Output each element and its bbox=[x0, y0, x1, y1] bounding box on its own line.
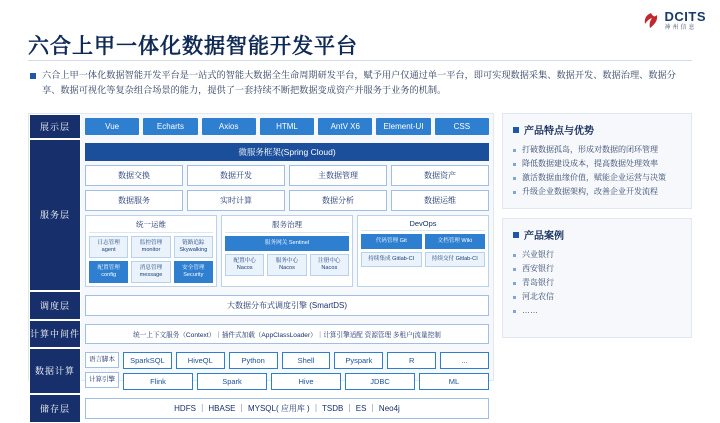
language-tag[interactable]: R bbox=[387, 352, 436, 369]
group-governance bbox=[221, 215, 353, 287]
compute-content bbox=[81, 348, 493, 394]
compute-side-label: 语言脚本 bbox=[85, 352, 119, 368]
layer-service bbox=[29, 139, 493, 291]
service-module[interactable]: 主数据管理 bbox=[289, 165, 387, 186]
bullet-icon bbox=[30, 73, 36, 79]
service-module[interactable]: 数据开发 bbox=[187, 165, 285, 186]
brand-logo bbox=[642, 10, 707, 31]
layer-label-presentation: 展示层 bbox=[29, 114, 81, 139]
middleware-capabilities[interactable]: 统一上下文服务（Context）｜插件式加载（AppClassLoader）｜计算引擎适配 资源管理 多租户|流量控制 bbox=[85, 324, 489, 344]
advantages-list bbox=[513, 143, 681, 199]
service-module[interactable]: 数据服务 bbox=[85, 190, 183, 211]
group-item[interactable]: 服务网关 Sentinel bbox=[225, 236, 349, 251]
group-item[interactable]: 日志管理 agent bbox=[89, 236, 128, 258]
engine-tag[interactable]: Hive bbox=[271, 373, 341, 390]
layer-storage bbox=[29, 394, 493, 423]
layer-middleware bbox=[29, 320, 493, 348]
engine-tag[interactable]: Spark bbox=[197, 373, 267, 390]
tech-chip[interactable]: CSS bbox=[435, 118, 489, 135]
language-tag[interactable]: Pyspark bbox=[334, 352, 383, 369]
intro-text: 六合上甲一体化数据智能开发平台是一站式的智能大数据全生命周期研发平台，赋予用户仅通过单一平台，即可实现数据采集、数据开发、数据治理、数据分享、数据可视化等复杂组合场景的能力，提供了一套持续不断把数据变成资产并服务于业务的机制。 bbox=[42, 70, 676, 96]
service-groups bbox=[85, 215, 489, 287]
dcits-logo-icon bbox=[642, 12, 660, 30]
cases-header bbox=[513, 227, 681, 242]
layer-label-scheduler: 调度层 bbox=[29, 291, 81, 320]
scheduler-content bbox=[81, 291, 493, 320]
engine-row bbox=[123, 373, 489, 390]
group-item[interactable]: 配置中心 Nacos bbox=[225, 254, 264, 276]
service-module[interactable]: 数据运维 bbox=[391, 190, 489, 211]
storage-content bbox=[81, 394, 493, 423]
tech-chip[interactable]: Echarts bbox=[143, 118, 197, 135]
list-item: 西安银行 bbox=[513, 262, 681, 276]
language-tag[interactable]: Shell bbox=[282, 352, 331, 369]
engine-tag[interactable]: Flink bbox=[123, 373, 193, 390]
layer-label-compute: 数据计算 bbox=[29, 348, 81, 394]
list-item: …… bbox=[513, 304, 681, 318]
layer-compute bbox=[29, 348, 493, 394]
cases-card bbox=[502, 218, 692, 338]
group-item[interactable]: 安全管理 Security bbox=[174, 261, 213, 283]
compute-side-label: 计算引擎 bbox=[85, 372, 119, 388]
tech-chip[interactable]: Axios bbox=[202, 118, 256, 135]
architecture-diagram bbox=[28, 113, 494, 414]
tech-chip[interactable]: Vue bbox=[85, 118, 139, 135]
group-item[interactable]: 服务中心 Nacos bbox=[267, 254, 306, 276]
list-item: 升级企业数据架构，改善企业开发流程 bbox=[513, 185, 681, 199]
presentation-chip-row bbox=[85, 118, 489, 135]
square-bullet-icon bbox=[513, 127, 519, 133]
group-title: DevOps bbox=[361, 219, 485, 231]
language-tag[interactable]: Python bbox=[229, 352, 278, 369]
list-item: 青岛银行 bbox=[513, 276, 681, 290]
service-content bbox=[81, 139, 493, 291]
group-item[interactable]: 注册中心 Nacos bbox=[310, 254, 349, 276]
service-module[interactable]: 数据交换 bbox=[85, 165, 183, 186]
compute-side-labels bbox=[85, 352, 119, 390]
group-item[interactable]: 监控管理 monitor bbox=[131, 236, 170, 258]
brand-sub: 神州信息 bbox=[664, 25, 697, 31]
layer-label-service: 服务层 bbox=[29, 139, 81, 291]
language-tag[interactable]: ... bbox=[440, 352, 489, 369]
service-box-row-2 bbox=[85, 190, 489, 211]
engine-tag[interactable]: JDBC bbox=[345, 373, 415, 390]
presentation-content bbox=[81, 114, 493, 139]
group-title: 服务治理 bbox=[225, 219, 349, 233]
microservice-framework-title: 微服务框架(Spring Cloud) bbox=[85, 143, 489, 161]
language-row bbox=[123, 352, 489, 369]
cases-title: 产品案例 bbox=[524, 231, 564, 242]
language-tag[interactable]: SparkSQL bbox=[123, 352, 172, 369]
group-items bbox=[89, 236, 213, 283]
advantages-card bbox=[502, 113, 692, 209]
service-box-row-1 bbox=[85, 165, 489, 186]
group-item[interactable]: 链路追踪 Skywalking bbox=[174, 236, 213, 258]
middleware-content bbox=[81, 320, 493, 348]
group-item[interactable]: 持续集成 Gitlab-CI bbox=[361, 252, 422, 267]
group-ops bbox=[85, 215, 217, 287]
group-items bbox=[361, 234, 485, 267]
group-items bbox=[225, 236, 349, 276]
group-item[interactable]: 配置管理 config bbox=[89, 261, 128, 283]
layer-presentation bbox=[29, 114, 493, 139]
service-module[interactable]: 数据分析 bbox=[289, 190, 387, 211]
page-title: 六合上甲一体化数据智能开发平台 bbox=[28, 35, 358, 58]
group-item[interactable]: 持续交付 Gitlab-CI bbox=[425, 252, 486, 267]
brand-name: DCITS bbox=[664, 9, 706, 24]
service-module[interactable]: 实时计算 bbox=[187, 190, 285, 211]
tech-chip[interactable]: Element-UI bbox=[376, 118, 430, 135]
list-item: 降低数据建设成本，提高数据处理效率 bbox=[513, 157, 681, 171]
group-devops bbox=[357, 215, 489, 287]
engine-tag[interactable]: ML bbox=[419, 373, 489, 390]
group-title: 统一运维 bbox=[89, 219, 213, 233]
scheduler-engine[interactable]: 大数据分布式调度引擎 (SmartDS) bbox=[85, 295, 489, 316]
square-bullet-icon bbox=[513, 232, 519, 238]
tech-chip[interactable]: AntV X6 bbox=[318, 118, 372, 135]
advantages-title: 产品特点与优势 bbox=[524, 126, 594, 137]
service-module[interactable]: 数据资产 bbox=[391, 165, 489, 186]
intro-block bbox=[30, 68, 690, 98]
layer-label-middleware: 计算中间件 bbox=[29, 320, 81, 348]
language-tag[interactable]: HiveQL bbox=[176, 352, 225, 369]
advantages-header bbox=[513, 122, 681, 137]
group-item[interactable]: 代码管理 Git bbox=[361, 234, 422, 249]
title-divider bbox=[28, 60, 692, 61]
list-item: 兴业银行 bbox=[513, 248, 681, 262]
tech-chip[interactable]: HTML bbox=[260, 118, 314, 135]
list-item: 激活数据血缘价值，赋能企业运营与决策 bbox=[513, 171, 681, 185]
layer-label-storage: 储存层 bbox=[29, 394, 81, 423]
storage-components[interactable]: HDFS ｜ HBASE ｜ MYSQL( 应用库 ) ｜ TSDB ｜ ES ｜ Neo4j bbox=[85, 398, 489, 419]
layer-scheduler bbox=[29, 291, 493, 320]
cases-list bbox=[513, 248, 681, 318]
group-item[interactable]: 消息管理 message bbox=[131, 261, 170, 283]
list-item: 打破数据孤岛，形成对数据的闭环管理 bbox=[513, 143, 681, 157]
list-item: 河北农信 bbox=[513, 290, 681, 304]
group-item[interactable]: 文档管理 Wiki bbox=[425, 234, 486, 249]
